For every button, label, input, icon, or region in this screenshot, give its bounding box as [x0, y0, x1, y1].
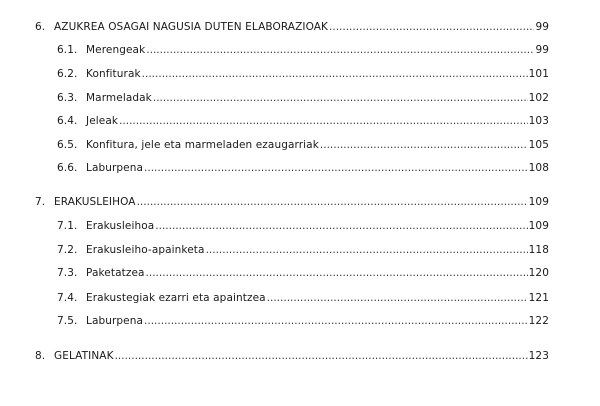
toc-entry-page-number: 121 [528, 292, 549, 304]
toc-entry-line [86, 90, 549, 106]
toc-chapter-entry[interactable] [0, 348, 600, 364]
toc-entry-page-number: 99 [535, 21, 549, 33]
toc-entry-line [86, 113, 549, 129]
toc-chapter-entry[interactable] [0, 194, 600, 210]
toc-entry-title: Merengeak [86, 44, 146, 56]
toc-entry-title: Jeleak [86, 115, 119, 127]
dot-leader [137, 194, 528, 210]
toc-entry-line [54, 194, 549, 210]
toc-entry-page-number: 102 [528, 92, 549, 104]
toc-section-entry[interactable] [0, 66, 600, 82]
toc-entry-number: 6. [35, 21, 46, 33]
toc-entry-line [54, 348, 549, 364]
toc-entry-page-number: 109 [528, 220, 549, 232]
toc-entry-title: Erakusleihoa [86, 220, 155, 232]
toc-entry-title: ERAKUSLEIHOA [54, 196, 136, 208]
toc-entry-page-number: 103 [528, 115, 549, 127]
toc-section-entry[interactable] [0, 290, 600, 306]
toc-entry-page-number: 122 [528, 315, 549, 327]
dot-leader [153, 90, 528, 106]
toc-chapter-entry[interactable] [0, 19, 600, 35]
toc-entry-number: 6.3. [57, 92, 78, 104]
dot-leader [267, 290, 528, 306]
toc-entry-line [86, 137, 549, 153]
toc-entry-line [86, 42, 549, 58]
toc-entry-number: 7.2. [57, 244, 78, 256]
toc-entry-page-number: 123 [528, 350, 549, 362]
toc-entry-title: Erakustegiak ezarri eta apaintzea [86, 292, 266, 304]
dot-leader [115, 348, 528, 364]
toc-entry-line [86, 242, 549, 258]
toc-entry-number: 8. [35, 350, 46, 362]
toc-entry-page-number: 108 [528, 162, 549, 174]
toc-entry-title: Paketatzea [86, 267, 145, 279]
toc-entry-number: 6.6. [57, 162, 78, 174]
toc-section-entry[interactable] [0, 313, 600, 329]
toc-entry-number: 7.5. [57, 315, 78, 327]
toc-entry-page-number: 101 [528, 68, 549, 80]
dot-leader [146, 42, 534, 58]
toc-entry-page-number: 99 [535, 44, 549, 56]
toc-entry-title: Konfitura, jele eta marmeladen ezaugarriak [86, 139, 319, 151]
toc-entry-page-number: 120 [528, 267, 549, 279]
toc-entry-number: 6.5. [57, 139, 78, 151]
toc-entry-title: GELATINAK [54, 350, 114, 362]
toc-entry-number: 7.1. [57, 220, 78, 232]
toc-section-entry[interactable] [0, 218, 600, 234]
dot-leader [206, 242, 528, 258]
toc-entry-line [86, 290, 549, 306]
toc-section-entry[interactable] [0, 265, 600, 281]
toc-entry-line [86, 66, 549, 82]
dot-leader [329, 19, 534, 35]
toc-section-entry[interactable] [0, 113, 600, 129]
toc-entry-title: Laburpena [86, 315, 144, 327]
toc-entry-title: AZUKREA OSAGAI NAGUSIA DUTEN ELABORAZIOAK [54, 21, 329, 33]
toc-entry-number: 6.2. [57, 68, 78, 80]
toc-section-entry[interactable] [0, 90, 600, 106]
dot-leader [320, 137, 528, 153]
toc-entry-line [86, 313, 549, 329]
dot-leader [142, 66, 528, 82]
toc-entry-number: 6.4. [57, 115, 78, 127]
toc-entry-page-number: 118 [528, 244, 549, 256]
toc-entry-line [86, 218, 549, 234]
dot-leader [144, 160, 528, 176]
toc-entry-line [86, 160, 549, 176]
toc-entry-title: Konfiturak [86, 68, 141, 80]
toc-entry-title: Erakusleiho-apainketa [86, 244, 205, 256]
toc-section-entry[interactable] [0, 137, 600, 153]
toc-entry-line [54, 19, 549, 35]
toc-section-entry[interactable] [0, 160, 600, 176]
dot-leader [146, 265, 528, 281]
toc-entry-number: 7. [35, 196, 46, 208]
toc-entry-title: Marmeladak [86, 92, 152, 104]
toc-entry-line [86, 265, 549, 281]
toc-section-entry[interactable] [0, 242, 600, 258]
toc-entry-page-number: 105 [528, 139, 549, 151]
toc-entry-number: 7.4. [57, 292, 78, 304]
dot-leader [119, 113, 528, 129]
toc-section-entry[interactable] [0, 42, 600, 58]
toc-entry-number: 6.1. [57, 44, 78, 56]
dot-leader [144, 313, 528, 329]
toc-entry-title: Laburpena [86, 162, 144, 174]
dot-leader [155, 218, 527, 234]
toc-entry-number: 7.3. [57, 267, 78, 279]
toc-entry-page-number: 109 [528, 196, 549, 208]
